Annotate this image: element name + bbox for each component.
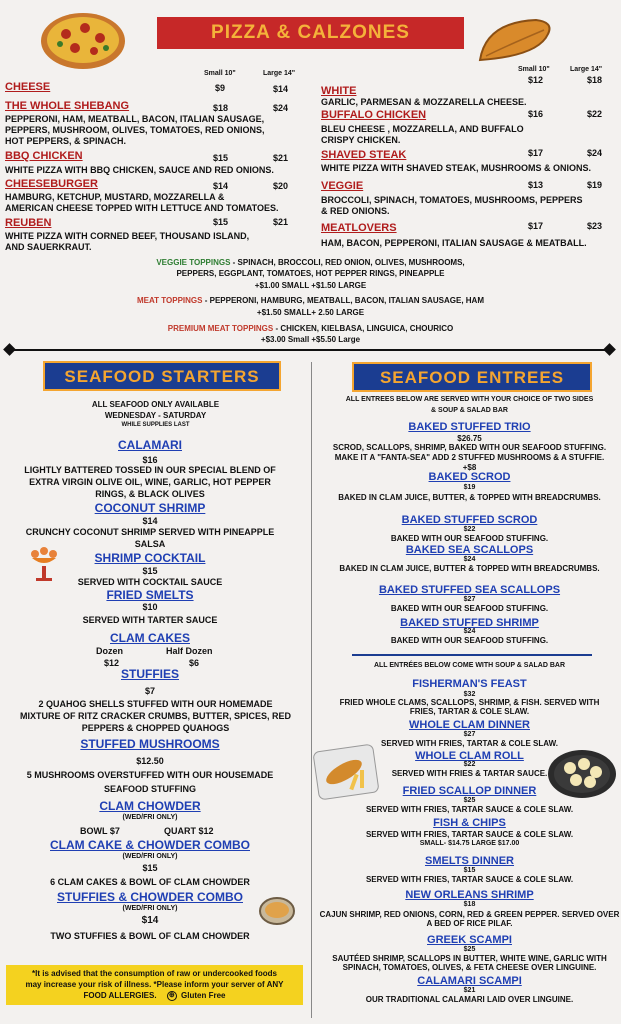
entree-scallopdinner-desc1: SERVED WITH FRIES, TARTAR SAUCE & COLE SLAW.	[365, 805, 574, 814]
divider-diamond-left	[3, 343, 16, 356]
item-veggie-name: VEGGIE	[321, 180, 364, 192]
starter-mushrooms-desc2: SEAFOOD STUFFING	[104, 784, 196, 794]
item-veggie-desc1: BROCCOLI, SPINACH, TOMATOES, MUSHROOMS, PEPPERS	[321, 195, 583, 205]
item-shebang-large: $24	[273, 103, 289, 113]
starter-cocktail-price: $15	[142, 566, 158, 576]
entree-greek-price: $25	[463, 946, 476, 953]
entree-fishchips-name: FISH & CHIPS	[433, 817, 506, 829]
item-veggie-large: $19	[587, 180, 603, 190]
starter-clamcakes-name: CLAM CAKES	[110, 631, 190, 645]
starter-smelts-desc1: SERVED WITH TARTER SAUCE	[82, 615, 218, 625]
starters-note3: WHILE SUPPLIES LAST	[121, 422, 190, 428]
starter-combo-name: CLAM CAKE & CHOWDER COMBO	[50, 838, 250, 852]
item-cheeseburger-desc2: AMERICAN CHEESE TOPPED WITH LETTUCE AND TOMATOES.	[5, 203, 279, 213]
entree-stuffscrod-name: BAKED STUFFED SCROD	[401, 514, 538, 526]
item-steak-desc1: WHITE PIZZA WITH SHAVED STEAK, MUSHROOMS & ONIONS.	[321, 163, 591, 173]
entree-greek-name: GREEK SCAMPI	[427, 934, 512, 946]
seafood-starters-banner: SEAFOOD STARTERS	[43, 361, 281, 391]
entree-trio-desc3: +$8	[462, 463, 477, 472]
entree-scallops-price: $24	[463, 556, 476, 563]
entree-wholeclam-price: $27	[463, 731, 476, 738]
item-bbq-desc1: WHITE PIZZA WITH BBQ CHICKEN, SAUCE AND RED ONIONS.	[5, 165, 274, 175]
item-cheeseburger-desc1: HAMBURG, KETCHUP, MUSTARD, MOZZARELLA &	[5, 192, 225, 202]
veggie-toppings	[0, 258, 621, 267]
entree-scallops-desc1: BAKED IN CLAM JUICE, BUTTER & TOPPED WITH BREADCRUMBS.	[339, 564, 600, 573]
premium-toppings-price: +$3.00 Small +$5.50 Large	[260, 335, 361, 344]
item-buffalo-desc2: CRISPY CHICKEN.	[321, 135, 401, 145]
entree-trio-desc2: MAKE IT A "FANTA-SEA" ADD 2 STUFFED MUSHROOMS & A STUFFIE.	[334, 453, 605, 462]
entree-clamroll-name: WHOLE CLAM ROLL	[415, 750, 524, 762]
entree-clamroll-price: $22	[463, 761, 476, 768]
entree-scrod-price: $19	[463, 484, 476, 491]
entree-nola-desc1: CAJUN SHRIMP, RED ONIONS, CORN, RED & GREEN PEPPER. SERVED OVER	[319, 910, 620, 919]
item-meatlovers-desc1: HAM, BACON, PEPPERONI, ITALIAN SAUSAGE & MEATBALL.	[321, 238, 587, 248]
item-shebang-name: THE WHOLE SHEBANG	[5, 100, 130, 112]
entree-scallopdinner-price: $25	[463, 797, 476, 804]
entrees-note2: & SOUP & SALAD BAR	[431, 407, 508, 414]
meat-toppings-price: +$1.50 SMALL+ 2.50 LARGE	[256, 308, 365, 317]
allergy-notice-line2: may increase your risk of illness. *Please inform your server of ANY	[25, 980, 284, 989]
entree-stuffscallops-desc1: BAKED WITH OUR SEAFOOD STUFFING.	[390, 604, 549, 613]
starter-chowder-days: (WED/FRI ONLY)	[122, 814, 178, 821]
premium-toppings-label: PREMIUM MEAT TOPPINGS	[167, 324, 274, 333]
item-buffalo-large: $22	[587, 109, 603, 119]
premium-toppings	[0, 324, 621, 333]
entrees-divider	[352, 654, 592, 656]
entree-scrod-desc1: BAKED IN CLAM JUICE, BUTTER, & TOPPED WITH BREADCRUMBS.	[338, 493, 601, 502]
item-meatlovers-large: $23	[587, 221, 603, 231]
item-reuben-desc2: AND SAUERKRAUT.	[5, 242, 92, 252]
item-shebang-desc1: PEPPERONI, HAM, MEATBALL, BACON, ITALIAN SAUSAGE,	[5, 114, 265, 124]
size-header-small-right: Small 10"	[518, 66, 550, 73]
starter-stuffies-desc2: MIXTURE OF RITZ CRACKER CRUMBS, BUTTER, SPICES, RED	[19, 711, 291, 721]
starter-chowder-bowl: BOWL $7	[80, 826, 120, 836]
entree-scrod-name: BAKED SCROD	[428, 471, 511, 483]
starter-chowder-name: CLAM CHOWDER	[99, 799, 201, 813]
starter-cocktail-desc1: SERVED WITH COCKTAIL SAUCE	[77, 577, 223, 587]
entree-stuffscrod-desc1: BAKED WITH OUR SEAFOOD STUFFING.	[390, 534, 549, 543]
entree-greek-desc1: SAUTÉED SHRIMP, SCALLOPS IN BUTTER, WHITE WINE, GARLIC WITH	[332, 954, 607, 963]
starter-smelts-name: FRIED SMELTS	[106, 588, 194, 602]
entree-nola-name: NEW ORLEANS SHRIMP	[405, 889, 534, 901]
starter-stuffcombo-desc1: TWO STUFFIES & BOWL OF CLAM CHOWDER	[50, 931, 250, 941]
entrees-note1: ALL ENTREES BELOW ARE SERVED WITH YOUR CHOICE OF TWO SIDES	[345, 396, 594, 403]
item-cheeseburger-name: CHEESEBURGER	[5, 178, 98, 190]
pizza-calzones-banner: PIZZA & CALZONES	[157, 17, 464, 49]
item-reuben-small: $15	[213, 217, 229, 227]
starter-combo-days: (WED/FRI ONLY)	[122, 853, 178, 860]
starter-mushrooms-price: $12.50	[136, 756, 164, 766]
entree-stuffscallops-name: BAKED STUFFED SEA SCALLOPS	[378, 584, 561, 596]
allergy-notice-line1: *It is advised that the consumption of raw or undercooked foods	[32, 969, 277, 978]
starter-coconut-desc2: SALSA	[134, 539, 166, 549]
item-cheese-name: CHEESE	[5, 81, 51, 93]
item-veggie-small: $13	[528, 180, 544, 190]
entree-smeltsdinner-desc1: SERVED WITH FRIES, TARTAR SAUCE & COLE SLAW.	[365, 875, 574, 884]
starter-stuffies-price: $7	[144, 686, 155, 696]
entree-feast-desc2: FRIES, TARTAR & COLE SLAW.	[409, 707, 530, 716]
item-buffalo-small: $16	[528, 109, 544, 119]
starter-calamari-desc2: EXTRA VIRGIN OLIVE OIL, WINE, GARLIC, HOT PEPPER	[29, 477, 271, 487]
size-header-large-right: Large 14"	[570, 66, 603, 73]
meat-toppings	[0, 296, 621, 305]
item-cheese-small: $9	[215, 83, 226, 93]
entree-calscampi-desc1: OUR TRADITIONAL CALAMARI LAID OVER LINGUINE.	[365, 995, 574, 1004]
entree-feast-name: FISHERMAN'S FEAST	[412, 678, 527, 690]
allergy-notice	[6, 965, 303, 1005]
allergy-notice-line3-text: FOOD ALLERGIES.	[83, 991, 157, 1000]
entree-feast-desc1: FRIED WHOLE CLAMS, SCALLOPS, SHRIMP, & FISH. SERVED WITH	[339, 698, 600, 707]
entree-calscampi-price: $21	[463, 987, 476, 994]
item-bbq-name: BBQ CHICKEN	[5, 150, 83, 162]
item-reuben-large: $21	[273, 217, 289, 227]
section-divider	[8, 349, 612, 351]
item-cheeseburger-large: $20	[273, 181, 289, 191]
entree-fishchips-desc1: SERVED WITH FRIES, TARTAR SAUCE & COLE SLAW.	[365, 830, 574, 839]
entree-stuffshrimp-price: $24	[463, 628, 476, 635]
item-white-small: $12	[528, 75, 544, 85]
starter-mushrooms-desc1: 5 MUSHROOMS OVERSTUFFED WITH OUR HOUSEMADE	[26, 770, 274, 780]
starter-smelts-price: $10	[142, 602, 158, 612]
item-white-desc1: GARLIC, PARMESAN & MOZZARELLA CHEESE.	[321, 97, 527, 107]
premium-toppings-line1: - CHICKEN, KIELBASA, LINGUICA, CHOURICO	[273, 324, 454, 333]
starter-combo-desc1: 6 CLAM CAKES & BOWL OF CLAM CHOWDER	[50, 877, 250, 887]
starter-stuffies-desc1: 2 QUAHOG SHELLS STUFFED WITH OUR HOMEMADE	[38, 699, 273, 709]
item-cheeseburger-small: $14	[213, 181, 229, 191]
item-cheese-large: $14	[273, 84, 289, 94]
starter-coconut-price: $14	[142, 516, 158, 526]
item-white-large: $18	[587, 75, 603, 85]
starter-clamcakes-dozen-price: $12	[104, 658, 120, 668]
starter-calamari-desc3: RINGS, & BLACK OLIVES	[95, 489, 205, 499]
entree-nola-price: $18	[463, 901, 476, 908]
item-meatlovers-small: $17	[528, 221, 544, 231]
stuffie-image	[258, 892, 296, 926]
starters-note1: ALL SEAFOOD ONLY AVAILABLE	[91, 400, 220, 409]
entree-stuffshrimp-desc1: BAKED WITH OUR SEAFOOD STUFFING.	[390, 636, 549, 645]
item-shebang-small: $18	[213, 103, 229, 113]
entree-smeltsdinner-name: SMELTS DINNER	[424, 855, 515, 867]
starter-clamcakes-dozen: Dozen	[96, 646, 123, 656]
starter-calamari-name: CALAMARI	[118, 438, 182, 452]
starters-note2: WEDNESDAY - SATURDAY	[104, 411, 207, 420]
entree-wholeclam-desc1: SERVED WITH FRIES, TARTAR & COLE SLAW.	[381, 739, 558, 748]
item-white-name: WHITE	[321, 85, 357, 97]
veggie-toppings-line2: PEPPERS, EGGPLANT, TOMATOES, HOT PEPPER RINGS, PINEAPPLE	[176, 269, 445, 278]
allergy-notice-line3	[10, 990, 299, 1001]
starter-clamcakes-half: Half Dozen	[166, 646, 213, 656]
seafood-entrees-banner: SEAFOOD ENTREES	[352, 362, 592, 392]
starter-stuffies-desc3: PEPPERS & CHOPPED QUAHOGS	[81, 723, 230, 733]
calzone-image	[476, 16, 556, 68]
entree-scallops-name: BAKED SEA SCALLOPS	[405, 544, 534, 556]
starter-stuffies-name: STUFFIES	[120, 667, 179, 681]
entree-stuffscallops-price: $27	[463, 596, 476, 603]
veggie-toppings-label: VEGGIE TOPPINGS	[156, 258, 231, 267]
starter-stuffcombo-days: (WED/FRI ONLY)	[122, 905, 178, 912]
gluten-free-label: Gluten Free	[181, 991, 226, 1000]
item-bbq-large: $21	[273, 153, 289, 163]
item-bbq-small: $15	[213, 153, 229, 163]
starter-calamari-price: $16	[142, 455, 158, 465]
meat-toppings-label: MEAT TOPPINGS	[137, 296, 203, 305]
starter-stuffcombo-price: $14	[141, 915, 159, 926]
starter-clamcakes-half-price: $6	[189, 658, 200, 668]
column-divider	[311, 362, 312, 1018]
entree-nola-desc2: A BED OF RICE PILAF.	[426, 919, 513, 928]
item-steak-name: SHAVED STEAK	[321, 149, 407, 161]
gluten-free-icon: ⊕	[167, 991, 177, 1001]
veggie-toppings-price: +$1.00 SMALL +$1.50 LARGE	[254, 281, 367, 290]
item-shebang-desc3: HOT PEPPERS, & SPINACH.	[5, 136, 127, 146]
starter-combo-price: $15	[142, 863, 158, 873]
size-header-small-left: Small 10"	[204, 70, 236, 77]
size-header-large-left: Large 14"	[263, 70, 296, 77]
entree-fishchips-desc2: SMALL- $14.75 LARGE $17.00	[419, 840, 520, 847]
entree-trio-price: $26.75	[457, 434, 482, 443]
starter-chowder-quart: QUART $12	[164, 826, 214, 836]
entree-greek-desc2: SPINACH, TOMATOES, OLIVES, & FETA CHEESE OVER LINGUINE.	[342, 963, 597, 972]
item-reuben-name: REUBEN	[5, 217, 52, 229]
entree-wholeclam-name: WHOLE CLAM DINNER	[409, 719, 530, 731]
entree-feast-price: $32	[463, 691, 476, 698]
starter-stuffcombo-name: STUFFIES & CHOWDER COMBO	[57, 890, 243, 904]
entree-scallopdinner-name: FRIED SCALLOP DINNER	[402, 785, 537, 797]
item-steak-small: $17	[528, 148, 544, 158]
entree-clamroll-desc1: SERVED WITH FRIES & TARTAR SAUCE.	[391, 769, 548, 778]
divider-diamond-right	[603, 343, 616, 356]
entree-trio-desc1: SCROD, SCALLOPS, SHRIMP, BAKED WITH OUR SEAFOOD STUFFING.	[332, 443, 607, 452]
entree-calscampi-name: CALAMARI SCAMPI	[417, 975, 522, 987]
meat-toppings-line1: - PEPPERONI, HAMBURG, MEATBALL, BACON, ITALIAN SAUSAGE, HAM	[202, 296, 484, 305]
item-buffalo-desc1: BLEU CHEESE , MOZZARELLA, AND BUFFALO	[321, 124, 524, 134]
starter-calamari-desc1: LIGHTLY BATTERED TOSSED IN OUR SPECIAL BLEND OF	[24, 465, 276, 475]
item-meatlovers-name: MEATLOVERS	[321, 222, 397, 234]
starter-coconut-desc1: CRUNCHY COCONUT SHRIMP SERVED WITH PINEAPPLE	[25, 527, 275, 537]
starter-coconut-name: COCONUT SHRIMP	[94, 501, 206, 515]
entree-trio-name: BAKED STUFFED TRIO	[408, 421, 531, 433]
entrees-note3: ALL ENTRÉES BELOW COME WITH SOUP & SALAD BAR	[373, 662, 566, 669]
item-steak-large: $24	[587, 148, 603, 158]
starter-cocktail-name: SHRIMP COCKTAIL	[94, 551, 206, 565]
item-buffalo-name: BUFFALO CHICKEN	[321, 109, 427, 121]
entree-stuffscrod-price: $22	[463, 526, 476, 533]
item-veggie-desc2: & RED ONIONS.	[321, 206, 390, 216]
item-reuben-desc1: WHITE PIZZA WITH CORNED BEEF, THOUSAND ISLAND,	[5, 231, 250, 241]
starter-mushrooms-name: STUFFED MUSHROOMS	[80, 737, 220, 751]
veggie-toppings-line1: - SPINACH, BROCCOLI, RED ONION, OLIVES, MUSHROOMS,	[230, 258, 465, 267]
entree-smeltsdinner-price: $15	[463, 867, 476, 874]
item-shebang-desc2: PEPPERS, MUSHROOM, OLIVES, TOMATOES, RED ONIONS,	[5, 125, 265, 135]
entree-stuffshrimp-name: BAKED STUFFED SHRIMP	[400, 617, 539, 629]
pizza-image	[40, 8, 126, 70]
